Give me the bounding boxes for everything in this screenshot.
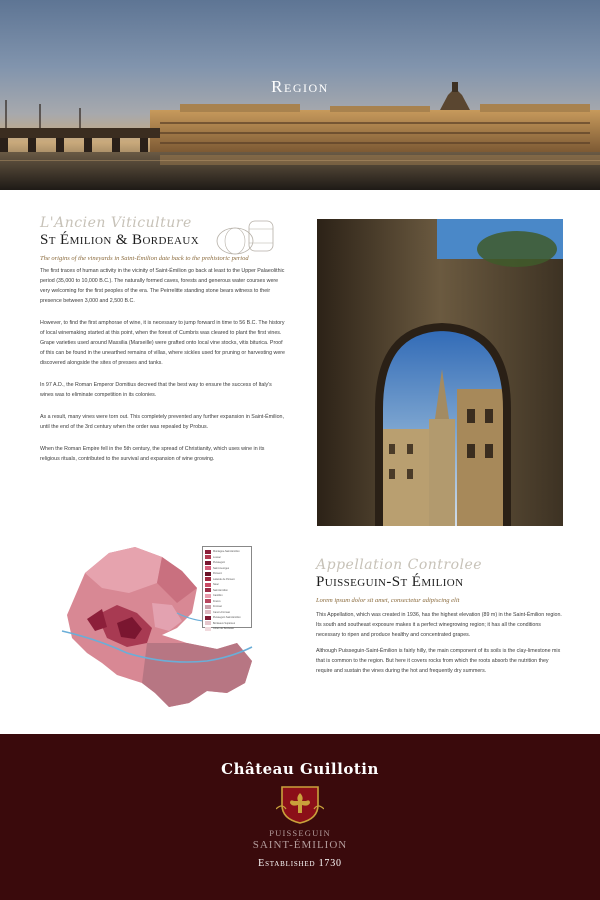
section-script-heading: L'Ancien Viticulture [40, 215, 192, 231]
legend-swatch [205, 616, 211, 620]
legend-label: Saint-Georges [213, 566, 230, 570]
paragraph: As a result, many vines were torn out. This completely prevented any further expansion in Saint-Émilion, until the end of the 3rd century when the order was repealed by Probus. [40, 414, 284, 430]
legend-swatch [205, 583, 211, 587]
crest-logo-icon [276, 783, 324, 825]
legend-swatch [205, 594, 211, 598]
legend-label: Bordeaux Supérieur [213, 621, 236, 625]
legend-label: Côtes de Bordeaux [213, 627, 235, 631]
stone-archway-photo [317, 219, 563, 526]
legend-swatch [205, 561, 211, 565]
legend-swatch [205, 621, 211, 625]
footer [0, 734, 600, 900]
legend-swatch [205, 610, 211, 614]
paragraph: This Appellation, which was created in 1936, has the highest elevation (89 m) in the Saint-Émilion region. Its south and southeast exposure makes it a perfect winegrowing region; it has all the conditions necessary to ripen and produce healthy and concentrated grapes. [316, 612, 562, 638]
legend-swatch [205, 555, 211, 559]
section-title: Puisseguin-St Émilion [316, 574, 464, 590]
legend-label: Fronsac [213, 605, 223, 609]
established-date: Established 1730 [258, 858, 342, 869]
legend-label: Néac [213, 583, 219, 587]
section-title: St Émilion & Bordeaux [40, 232, 200, 248]
legend-item [205, 626, 249, 632]
paragraph: The first traces of human activity in the vicinity of Saint-Émilion go back at least to the Upper Palaeolithic period (35,000 to 10,000 B.C.). The naturally formed caves, forests and generous water courses were very welcoming for the first peoples of the era. The Peirrelitte standing stone bears witness to their presence between 3,000 and 2,500 B.C. [40, 268, 285, 304]
legend-label: Saint-Emilion [213, 588, 228, 592]
hero-banner [0, 0, 600, 190]
section-script-heading: Appellation Controlee [316, 557, 483, 573]
legend-label: Puisseguin Saint-Emilion [213, 616, 241, 620]
appellation-section [316, 557, 566, 676]
legend-swatch [205, 588, 211, 592]
legend-label: Montagne-Saint-Emilion [213, 550, 240, 554]
legend-swatch [205, 627, 211, 631]
legend-swatch [205, 550, 211, 554]
legend-swatch [205, 577, 211, 581]
legend-label: Lussac [213, 555, 221, 559]
legend-swatch [205, 566, 211, 570]
legend-label: Castillon [213, 594, 223, 598]
history-section [40, 215, 285, 464]
section-subtitle: Lorem ipsum dolor sit amet, consectetur adipiscing elit [316, 597, 460, 604]
town-line-2: SAINT-ÉMILION [252, 839, 348, 851]
section-subtitle: The origins of the vineyards in Saint-Émilion date back to the prehistoric period [40, 255, 249, 262]
paragraph: However, to find the first amphorae of wine, it is necessary to jump forward in time to 56 B.C. The history of local winemaking started at this point, when the forest of Cumbris was cleared to plant the first vines. Grape varieties used around Massilia (Marseille) were grafted onto local vine stocks, vitis biturica. Proof of this can be found in the unearthed remains of villas, where sickles used for pruning or harvesting were discovered alongside the sites of presses and tanks. [40, 320, 285, 366]
paragraph: When the Roman Empire fell in the 5th century, the spread of Christianity, which uses wine in its religious rituals, contributed to the survival and expansion of wine growing. [40, 446, 265, 462]
legend-swatch [205, 599, 211, 603]
legend-label: Puisseguin [213, 561, 226, 565]
legend-swatch [205, 605, 211, 609]
legend-swatch [205, 572, 211, 576]
legend-label: Lalande de Pomerol [213, 577, 236, 581]
page-title: Region [271, 77, 329, 96]
town-line-1: PUISSEGUIN [269, 828, 331, 838]
paragraph: Although Puisseguin-Saint-Émilion is fairly hilly, the main component of its soils is the clay-limestone mix that is common to the region. But here it covers rocks from which the roots absorb the nutrition they require and sustain the vines during the hot and frequently dry summers. [316, 648, 561, 674]
wine-barrel-illustration [215, 215, 277, 255]
legend-label: Pomerol [213, 572, 223, 576]
legend-label: Francs [213, 599, 221, 603]
brand-name: Château Guillotin [221, 760, 379, 778]
map-legend [202, 546, 252, 631]
legend-label: Canon-Fronsac [213, 610, 231, 614]
paragraph: In 97 A.D., the Roman Emperor Domitius decreed that the best way to ensure the success of Italy's wines was to eliminate competition in its colonies. [40, 382, 272, 398]
